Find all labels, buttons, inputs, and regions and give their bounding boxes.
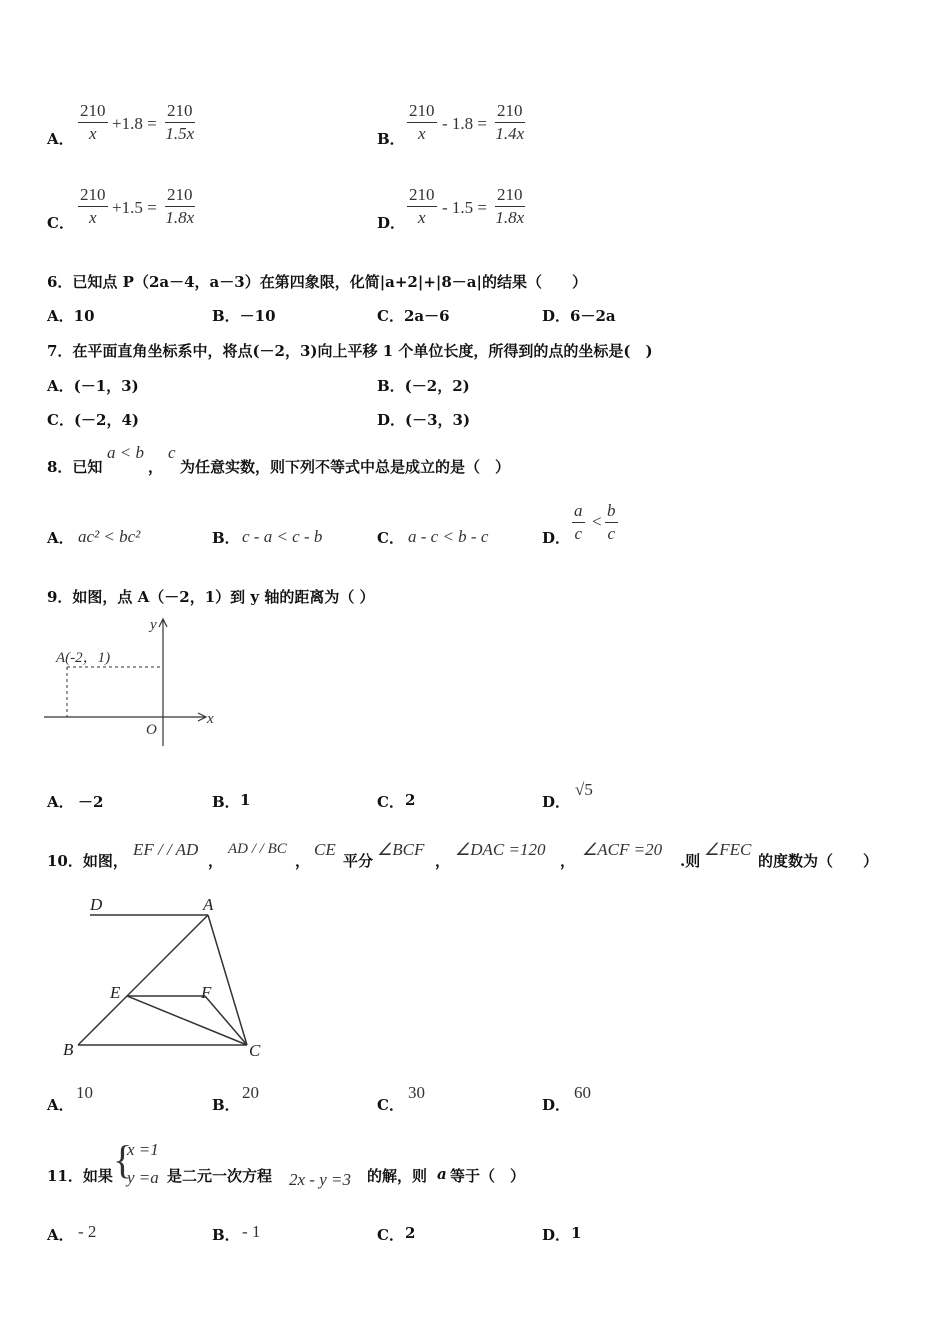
q9-option-b: 1 bbox=[240, 791, 251, 809]
line-ac bbox=[208, 915, 247, 1045]
y-axis-label: y bbox=[150, 617, 157, 633]
q6-option-a: A．10 bbox=[47, 307, 95, 325]
q8-label-a: A． bbox=[47, 529, 74, 547]
q10-label-b: B． bbox=[212, 1096, 240, 1114]
operator: - 1.8 = bbox=[442, 114, 487, 133]
option-label: C． bbox=[47, 214, 74, 232]
q10-text: 平分 bbox=[343, 852, 374, 870]
q11-option-b: - 1 bbox=[242, 1222, 261, 1241]
q11-label-b: B． bbox=[212, 1226, 240, 1244]
fraction: $\frac{210}{x}$ bbox=[80, 101, 106, 143]
q10-math: AD / / BC bbox=[228, 841, 287, 857]
fraction: $\frac{210}{1.8x}$ bbox=[495, 185, 525, 227]
q11-system-eq2: y =a bbox=[127, 1168, 159, 1187]
point-a-label: A bbox=[203, 895, 214, 914]
q7-option-b: B．(－2，2) bbox=[377, 377, 470, 395]
q11-label-a: A． bbox=[47, 1226, 74, 1244]
operator: - 1.5 = bbox=[442, 198, 487, 217]
q8-separator: ， bbox=[148, 458, 164, 476]
q8-stem-suffix: 为任意实数，则下列不等式中总是成立的是（ ） bbox=[180, 458, 511, 476]
fraction: $\frac{a}{c}$ bbox=[574, 501, 583, 543]
fraction: $\frac{210}{1.5x}$ bbox=[165, 101, 195, 143]
operator: +1.5 = bbox=[112, 198, 157, 217]
q6-option-c: C．2a－6 bbox=[377, 307, 450, 325]
q8-label-d: D． bbox=[542, 529, 571, 547]
q7-stem: 7．在平面直角坐标系中，将点(－2，3)向上平移 1 个单位长度，所得到的点的坐标是( ) bbox=[47, 342, 653, 360]
q9-label-b: B． bbox=[212, 793, 240, 811]
q11-option-c: 2 bbox=[405, 1224, 416, 1242]
q10-geometry-figure bbox=[60, 890, 275, 1065]
q8-condition-1: a < b bbox=[107, 443, 144, 462]
operator: +1.8 = bbox=[112, 114, 157, 133]
q7-option-c: C．(－2，4) bbox=[47, 411, 140, 429]
q10-label-a: A． bbox=[47, 1096, 74, 1114]
q9-option-a: －2 bbox=[78, 793, 104, 811]
operator: < bbox=[592, 512, 602, 531]
q9-label-d: D． bbox=[542, 793, 571, 811]
origin-label: O bbox=[146, 722, 157, 738]
fraction: $\frac{b}{c}$ bbox=[607, 501, 616, 543]
q8-label-c: C． bbox=[377, 529, 404, 547]
q8-option-c: a - c < b - c bbox=[408, 527, 489, 546]
q9-label-a: A． bbox=[47, 793, 74, 811]
point-e-label: E bbox=[110, 983, 121, 1002]
q8-condition-2: c bbox=[168, 443, 176, 462]
brace-icon: { bbox=[113, 1137, 133, 1182]
q10-label-d: D． bbox=[542, 1096, 571, 1114]
q10-math: CE bbox=[314, 840, 336, 859]
q10-sep: ， bbox=[560, 852, 576, 870]
q8-stem-prefix: 8．已知 bbox=[47, 458, 103, 476]
q9-stem: 9．如图，点 A（－2，1）到 y 轴的距离为（ ） bbox=[47, 588, 375, 606]
q10-prefix: 10．如图， bbox=[47, 852, 128, 870]
line-ec bbox=[127, 996, 247, 1045]
q11-option-d: 1 bbox=[571, 1224, 582, 1242]
q10-math: EF / / AD bbox=[133, 840, 199, 859]
q10-option-b: 20 bbox=[242, 1083, 259, 1102]
point-c-label: C bbox=[249, 1041, 261, 1060]
q10-math: ∠FEC bbox=[704, 840, 752, 859]
q10-math: ∠DAC =120 bbox=[455, 840, 546, 859]
point-a-label: A(-2，1) bbox=[56, 650, 111, 666]
fraction: $\frac{210}{x}$ bbox=[409, 101, 435, 143]
q11-option-a: - 2 bbox=[78, 1222, 97, 1241]
fraction: $\frac{210}{x}$ bbox=[409, 185, 435, 227]
q7-option-d: D．(－3，3) bbox=[377, 411, 471, 429]
fraction: $\frac{210}{1.4x}$ bbox=[495, 101, 525, 143]
x-axis-label: x bbox=[207, 711, 214, 727]
q10-math: ∠ACF =20 bbox=[582, 840, 663, 859]
q10-option-d: 60 bbox=[574, 1083, 591, 1102]
q11-label-c: C． bbox=[377, 1226, 404, 1244]
q6-option-b: B．－10 bbox=[212, 307, 276, 325]
fraction: $\frac{210}{x}$ bbox=[80, 185, 106, 227]
q9-label-c: C． bbox=[377, 793, 404, 811]
q10-option-a: 10 bbox=[76, 1083, 93, 1102]
q8-option-b: c - a < c - b bbox=[242, 527, 323, 546]
q6-stem: 6．已知点 P（2a－4，a－3）在第四象限，化简|a+2|+|8－a|的结果（ ） bbox=[47, 273, 587, 291]
q9-coordinate-figure bbox=[40, 612, 225, 752]
point-f-label: F bbox=[201, 983, 212, 1002]
q6-option-d: D．6－2a bbox=[542, 307, 616, 325]
q11-text: 的解，则 bbox=[367, 1167, 428, 1185]
q9-option-d: √5 bbox=[575, 780, 593, 799]
q11-equation: 2x - y =3 bbox=[289, 1170, 351, 1189]
q10-sep: ， bbox=[208, 852, 224, 870]
q10-label-c: C． bbox=[377, 1096, 404, 1114]
q10-sep: ， bbox=[295, 852, 311, 870]
option-label: B． bbox=[377, 130, 405, 148]
q11-prefix: 11．如果 bbox=[47, 1167, 113, 1185]
q10-text: 的度数为（ ） bbox=[758, 852, 879, 870]
q8-label-b: B． bbox=[212, 529, 240, 547]
q10-math: ∠BCF bbox=[377, 840, 425, 859]
q11-text: 是二元一次方程 bbox=[167, 1167, 273, 1185]
line-ba bbox=[78, 915, 208, 1045]
q7-option-a: A．(－1，3) bbox=[47, 377, 139, 395]
q10-sep: ， bbox=[435, 852, 451, 870]
q10-text: .则 bbox=[680, 852, 701, 870]
q11-label-d: D． bbox=[542, 1226, 571, 1244]
option-label: D． bbox=[377, 214, 406, 232]
option-label: A． bbox=[47, 130, 74, 148]
q8-option-a: ac² < bc² bbox=[78, 527, 141, 546]
q10-option-c: 30 bbox=[408, 1083, 425, 1102]
point-b-label: B bbox=[63, 1040, 74, 1059]
q11-text: 等于（ ） bbox=[450, 1167, 526, 1185]
q9-option-c: 2 bbox=[405, 791, 416, 809]
q11-system-eq1: x =1 bbox=[127, 1140, 159, 1159]
fraction: $\frac{210}{1.8x}$ bbox=[165, 185, 195, 227]
q11-var: a bbox=[437, 1165, 447, 1183]
line-fc bbox=[205, 996, 247, 1045]
point-d-label: D bbox=[90, 895, 103, 914]
